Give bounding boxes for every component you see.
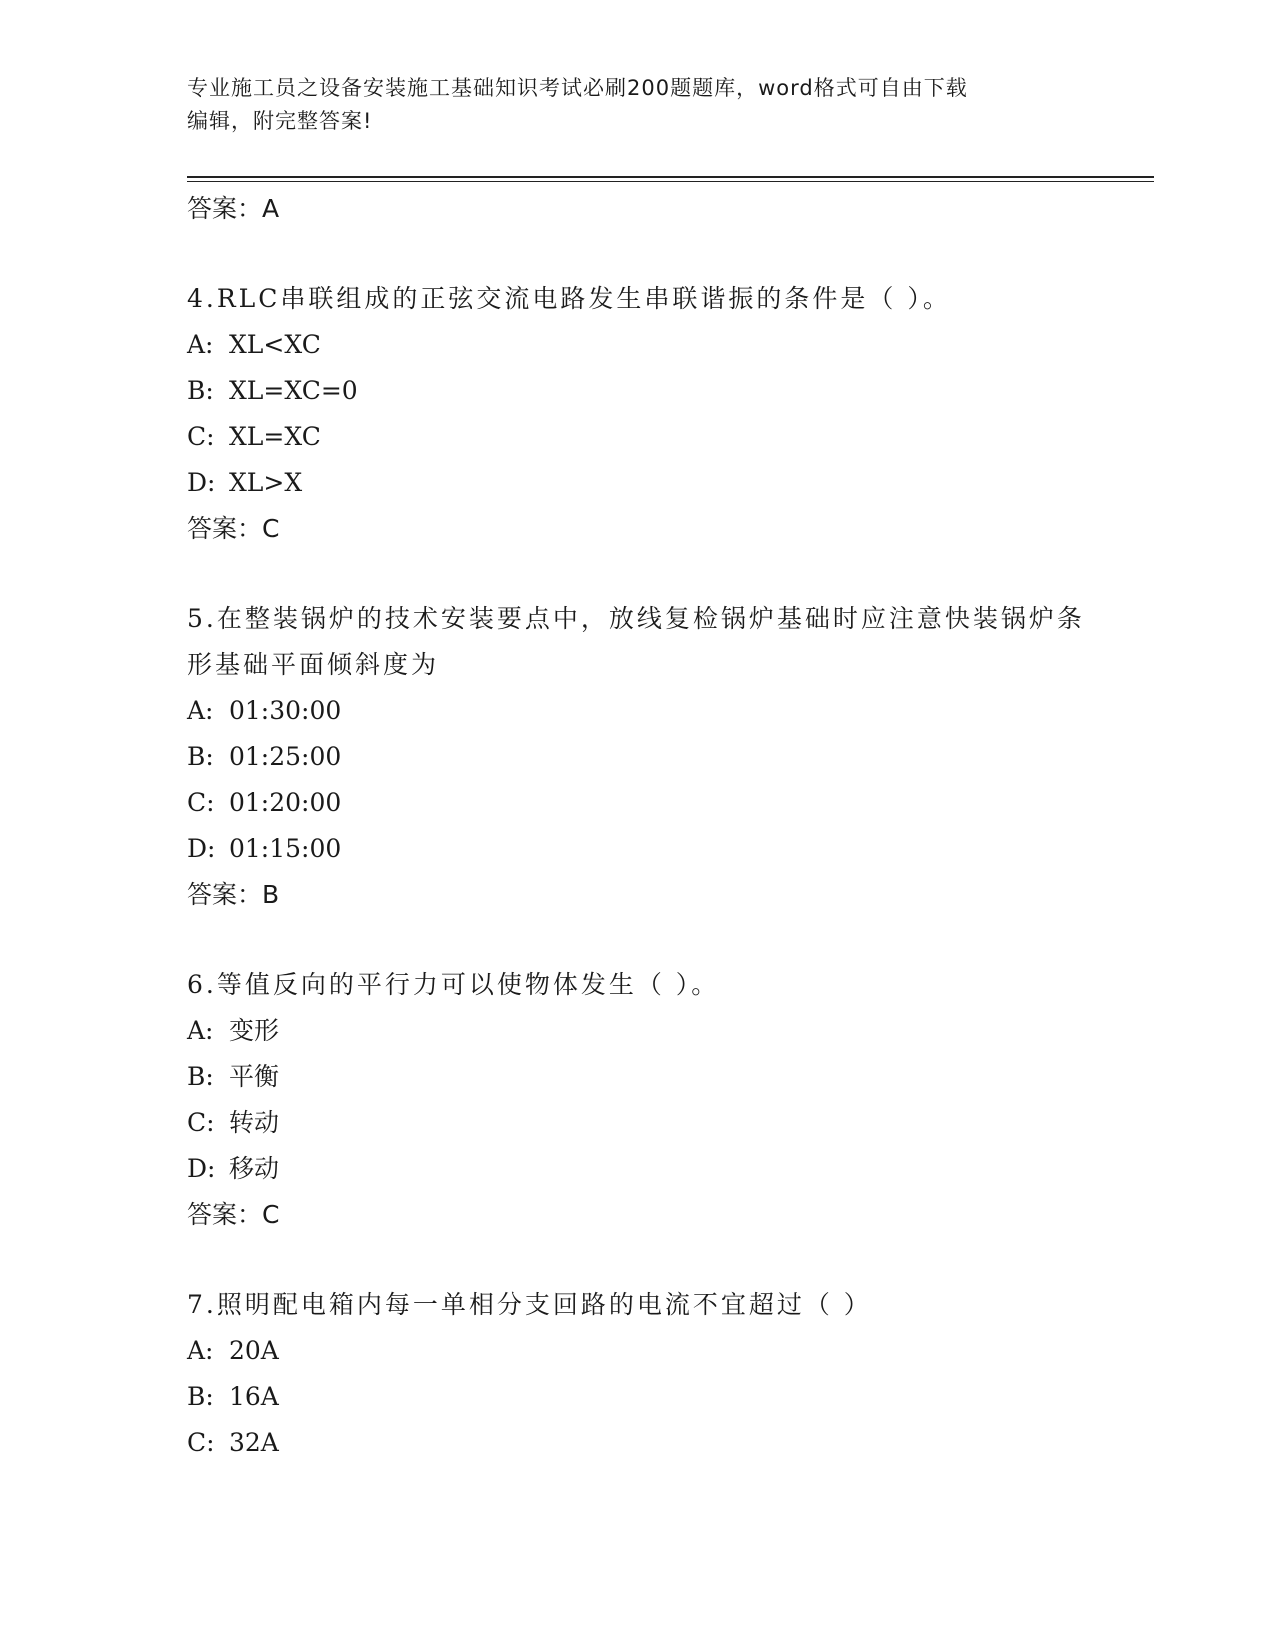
question-text: 4.RLC串联组成的正弦交流电路发生串联谐振的条件是（ ）。	[187, 284, 951, 313]
option-key: B:	[187, 1382, 214, 1411]
option-text: 01:20:00	[229, 788, 342, 817]
option-key: B:	[187, 742, 214, 771]
option-d	[187, 1146, 1087, 1192]
option-key: A:	[187, 330, 214, 359]
question-block	[187, 962, 1087, 1238]
question-answer: 答案：C	[187, 1200, 280, 1229]
option-text: 20A	[229, 1336, 279, 1365]
header-title-line-1: 专业施工员之设备安装施工基础知识考试必刷200题题库，word格式可自由下载	[187, 76, 968, 100]
option-d	[187, 826, 1087, 872]
option-key: C:	[187, 1428, 215, 1457]
option-key: C:	[187, 788, 215, 817]
option-text: 转动	[229, 1108, 280, 1137]
question-answer: 答案：C	[187, 514, 280, 543]
option-text: 01:15:00	[229, 834, 342, 863]
option-a	[187, 1008, 1087, 1054]
option-text: XL=XC=0	[229, 376, 358, 405]
option-b	[187, 368, 1087, 414]
option-key: D:	[187, 834, 216, 863]
header-divider-thick	[187, 176, 1154, 178]
option-text: 32A	[229, 1428, 279, 1457]
spacer	[187, 552, 1087, 596]
option-a	[187, 1328, 1087, 1374]
spacer	[187, 232, 1087, 276]
option-text: 01:25:00	[229, 742, 342, 771]
option-text: 变形	[229, 1016, 280, 1045]
option-key: D:	[187, 1154, 216, 1183]
header-divider-thin	[187, 181, 1154, 182]
option-d	[187, 460, 1087, 506]
question-block	[187, 276, 1087, 552]
option-b	[187, 734, 1087, 780]
option-text: 平衡	[229, 1062, 280, 1091]
spacer	[187, 1238, 1087, 1282]
question-list	[187, 186, 1087, 1466]
option-c	[187, 414, 1087, 460]
question-text: 6.等值反向的平行力可以使物体发生（ ）。	[187, 970, 720, 999]
previous-answer: 答案：A	[187, 194, 280, 223]
option-text: XL<XC	[229, 330, 321, 359]
option-c	[187, 1100, 1087, 1146]
option-text: XL=XC	[229, 422, 321, 451]
option-key: B:	[187, 376, 214, 405]
option-c	[187, 1420, 1087, 1466]
option-key: C:	[187, 1108, 215, 1137]
option-text: 01:30:00	[229, 696, 342, 725]
option-a	[187, 688, 1087, 734]
option-key: A:	[187, 1336, 214, 1365]
option-text: 16A	[229, 1382, 279, 1411]
option-text: XL>X	[229, 468, 303, 497]
option-text: 移动	[229, 1154, 280, 1183]
spacer	[187, 918, 1087, 962]
question-block	[187, 596, 1087, 918]
header-title-line-2: 编辑，附完整答案!	[187, 109, 373, 133]
question-answer: 答案：B	[187, 880, 280, 909]
option-key: D:	[187, 468, 216, 497]
question-text: 7.照明配电箱内每一单相分支回路的电流不宜超过（ ）	[187, 1290, 872, 1319]
option-key: C:	[187, 422, 215, 451]
option-a	[187, 322, 1087, 368]
option-key: A:	[187, 696, 214, 725]
option-b	[187, 1054, 1087, 1100]
document-header	[187, 72, 1077, 138]
option-key: B:	[187, 1062, 214, 1091]
question-block	[187, 1282, 1087, 1466]
option-c	[187, 780, 1087, 826]
option-b	[187, 1374, 1087, 1420]
option-key: A:	[187, 1016, 214, 1045]
question-text: 5.在整装锅炉的技术安装要点中，放线复检锅炉基础时应注意快装锅炉条形基础平面倾斜度为	[187, 604, 1085, 679]
